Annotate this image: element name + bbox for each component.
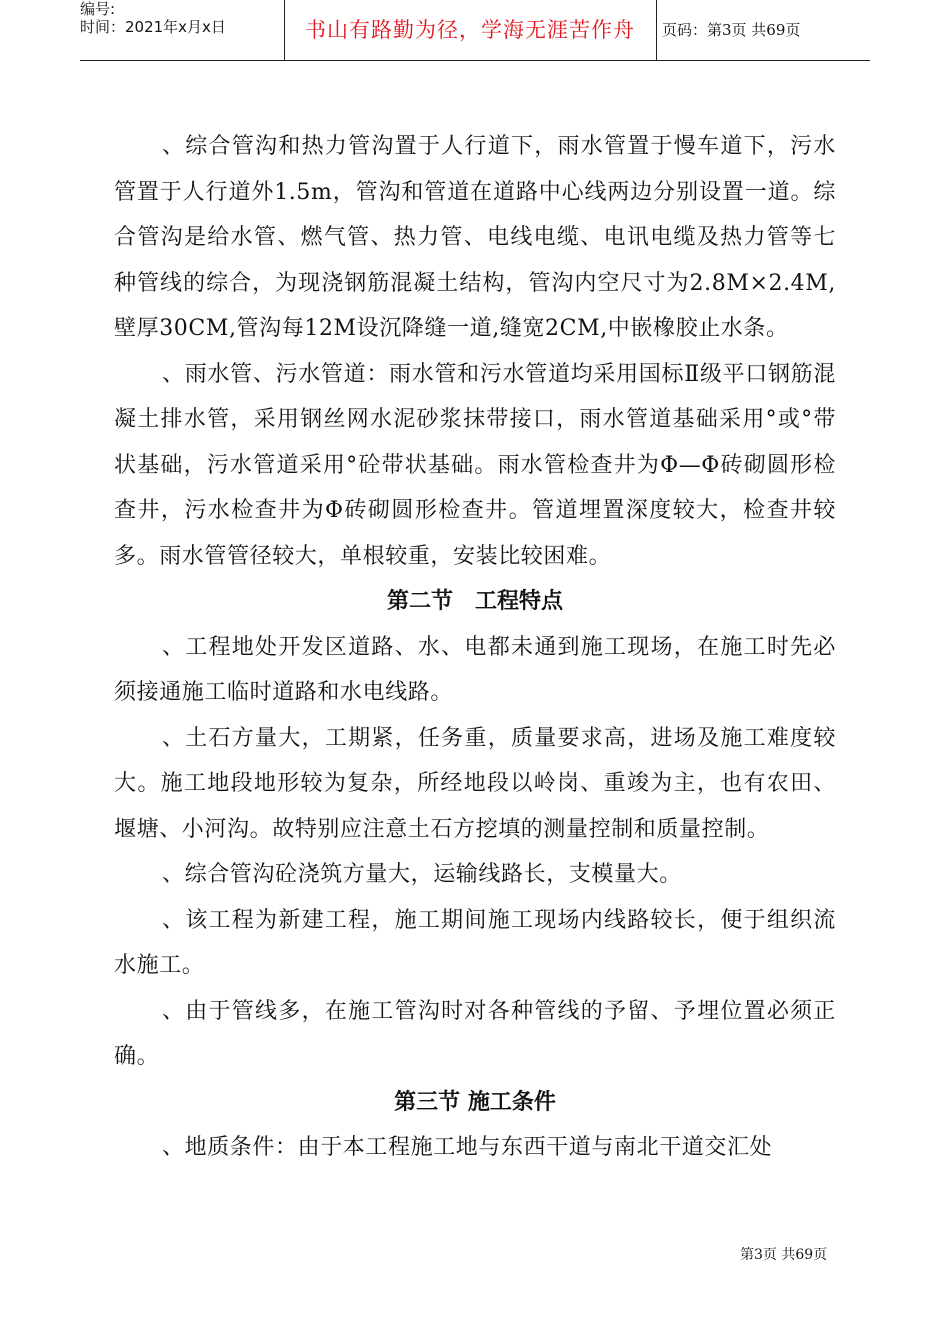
- list-item: 、综合管沟砼浇筑方量大，运输线路长，支模量大。: [162, 862, 682, 887]
- document-body: [114, 124, 836, 1171]
- document-number-label: 编号:: [80, 0, 116, 18]
- list-item: 、土石方量大，工期紧，任务重，质量要求高，进场及施工难度较大。施工地段地形较为复杂，所经地段以岭岗、重竣为主，也有农田、堰塘、小河沟。故特别应注意土石方挖填的测量控制和质量控制。: [114, 725, 836, 842]
- paragraph: 、雨水管、污水管道：雨水管和污水管道均采用国标Ⅱ级平口钢筋混凝土排水管，采用钢丝网水泥砂浆抹带接口，雨水管道基础采用°或°带状基础，污水管道采用°砼带状基础。雨水管检查井为Φ—Φ砖砌圆形检查井，污水检查井为Φ砖砌圆形检查井。管道埋置深度较大，检查井较多。雨水管管径较大，单根较重，安装比较困难。: [114, 361, 836, 569]
- list-item: 、地质条件：由于本工程施工地与东西干道与南北干道交汇处: [162, 1135, 773, 1160]
- header-rule: [80, 60, 870, 61]
- page-footer: 第3页 共69页: [740, 1247, 828, 1263]
- header-motto: 书山有路勤为径，学海无涯苦作舟: [305, 18, 635, 42]
- list-item: 、该工程为新建工程，施工期间施工现场内线路较长，便于组织流水施工。: [114, 907, 836, 978]
- paragraph: 、综合管沟和热力管沟置于人行道下，雨水管置于慢车道下，污水管置于人行道外1.5m，管沟和管道在道路中心线两边分别设置一道。综合管沟是给水管、燃气管、热力管、电线电缆、电讯电缆及热力管等七种管线的综合，为现浇钢筋混凝土结构，管沟内空尺寸为2.8M×2.4M,壁厚30CM,管沟每12M设沉降缝一道,缝宽2CM,中嵌橡胶止水条。: [114, 134, 836, 341]
- document-time: 时间：2021年x月x日: [80, 18, 226, 36]
- page-header: [80, 0, 870, 60]
- list-item: 、由于管线多，在施工管沟时对各种管线的予留、予埋位置必须正确。: [114, 998, 836, 1069]
- header-divider: [656, 0, 657, 60]
- header-page-info: 页码：第3页 共69页: [662, 21, 801, 39]
- section-heading: 第二节 工程特点: [386, 589, 563, 614]
- section-heading: 第三节 施工条件: [394, 1089, 556, 1115]
- list-item: 、工程地处开发区道路、水、电都未通到施工现场，在施工时先必须接通施工临时道路和水电线路。: [114, 634, 836, 705]
- header-meta: [80, 0, 284, 60]
